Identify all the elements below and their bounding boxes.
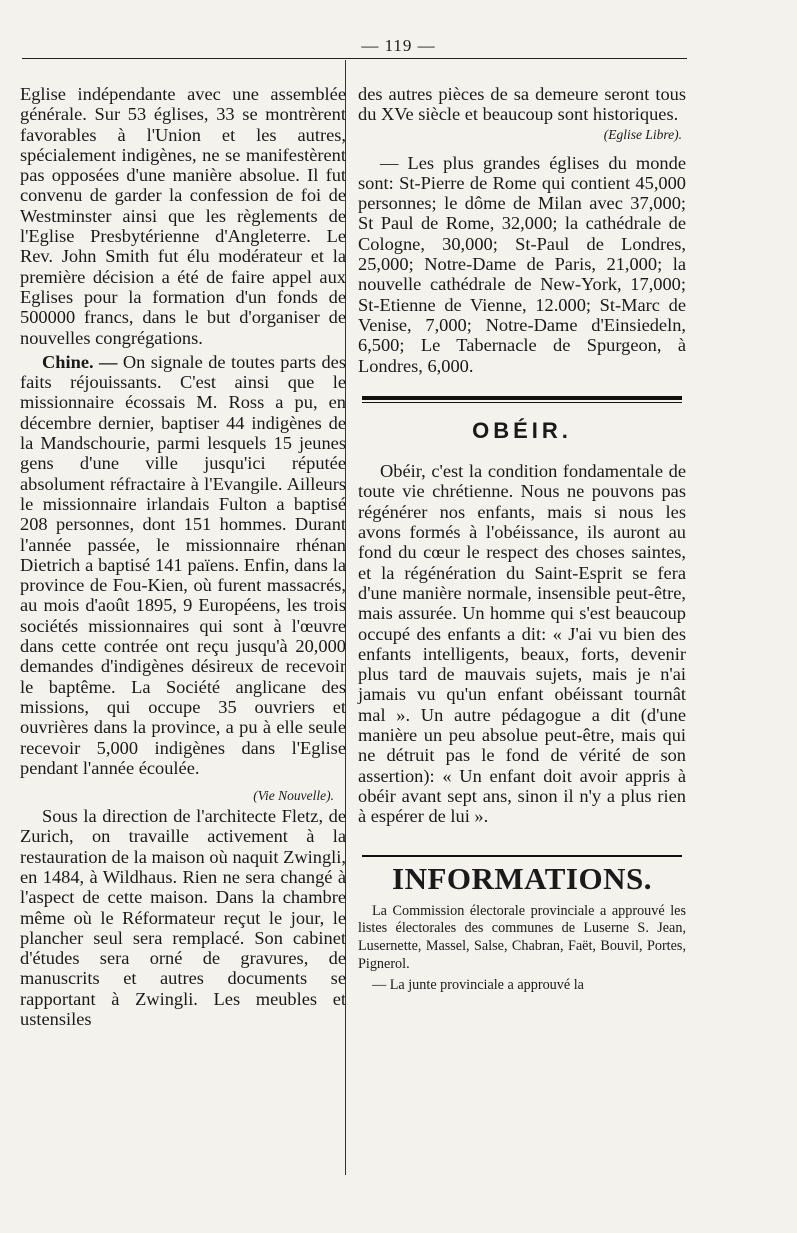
chine-text: On signale de toutes parts des faits réjouissants. C'est ainsi que le missionnaire écossais M. Ross a pu, en décembre dernier, baptiser 44 indigènes de la Mandschourie, parmi lesquels 15 jeunes gens d'une ville jusqu'ici réputée absolument réfractaire à l'Evangile. Ailleurs le missionnaire irlandais Fulton a baptisé 208 personnes, dont 151 hommes. Durant l'année passée, le missionnaire rhénan Dietrich a baptisé 141 païens. Enfin, dans la province de Fou-Kien, où furent massacrés, au mois d'août 1895, 9 Européens, les trois sociétés missionnaires qui sont à l'œuvre dans cette contrée ont reçu jusqu'à 20,000 demandes d'indigènes désireux de recevoir le baptême. La Société anglicane des missions, qui occupe 35 ouvriers et ouvrières dans la province, a pu à elle seule recevoir 5,000 indigènes dans l'Eglise pendant l'année écoulée. [20, 351, 346, 778]
right-column [358, 84, 686, 995]
header-rule [22, 58, 687, 59]
section-divider-thick [362, 396, 682, 403]
churches-paragraph: — Les plus grandes églises du monde sont: St-Pierre de Rome qui contient 45,000 personnes; le dôme de Milan avec 37,000; St Paul de Rome, 32,000; la cathédrale de Cologne, 30,000; St-Paul de Londres, 25,000; Notre-Dame de Paris, 21,000; la nouvelle cathédrale de New-York, 17,000; St-Etienne de Vienne, 12.000; St-Marc de Venise, 7,000; Notre-Dame d'Einsiedeln, 6,500; Le Tabernacle de Spurgeon, à Londres, 6,000. [358, 152, 686, 376]
section-divider-thin [362, 855, 682, 857]
zwingli-continued-paragraph: des autres pièces de sa demeure seront tous du XVe siècle et beaucoup sont historiques. [358, 84, 686, 125]
info-junte-paragraph: — La junte provinciale a approuvé la [372, 977, 584, 994]
left-column [20, 84, 346, 1029]
chine-paragraph [20, 352, 346, 778]
source-eglise-libre: (Eglise Libre). [603, 126, 682, 142]
union-paragraph: Eglise indépendante avec une assemblée générale. Sur 53 églises, 33 se montrèrent favorables à l'Union et les autres, spécialement indigènes, ne se manifestèrent pas opposées d'une manière absolue. Il fut convenu de garder la confession de foi de Westminster ainsi que les règlements de l'Eglise Presbytérienne d'Angleterre. Le Rev. John Smith fut élu modérateur et la première décision a été de faire appel aux Eglises pour la formation d'un fonds de 500000 francs, dans le but d'organiser de nouvelles congrégations. [20, 84, 346, 348]
informations-title: INFORMATIONS. [392, 860, 652, 896]
chine-heading: Chine. — [42, 351, 118, 372]
source-vie-nouvelle: (Vie Nouvelle). [253, 788, 334, 804]
zwingli-paragraph: Sous la direction de l'architecte Fletz, de Zurich, on travaille activement à la restauration de la maison où naquit Zwingli, en 1484, à Wildhaus. Rien ne sera changé à l'aspect de cette maison. Dans la chambre même où le Réformateur reçut le jour, le plancher seul sera remplacé. Son cabinet d'études sera orné de gravures, de manuscrits et autres documents se rapportant à Zwingli. Les meubles et ustensiles [20, 806, 346, 1030]
obeir-paragraph: Obéir, c'est la condition fondamentale de toute vie chrétienne. Nous ne pouvons pas régénérer nos enfants, mais si nous les avons formés à l'obéissance, ils auront au fond du cœur le respect des choses saintes, et la régénération du Saint-Esprit se fera d'une manière normale, insensible peut-être, mais assurée. Un homme qui s'est beaucoup occupé des enfants a dit: « J'ai vu bien des enfants intelligents, beaux, forts, devenir plus tard de mauvais sujets, mais je n'ai jamais vu qu'un enfant obéissant tournât mal ». Un autre pédagogue a dit (d'une manière un peu absolue peut-être, mais qui ne détruit pas le fond de vérité de son assertion): « Un enfant doit avoir appris à obéir avant sept ans, sinon il n'y a plus rien à espérer de lui ». [358, 461, 686, 827]
obeir-title: OBÉIR. [472, 417, 572, 443]
info-commission-paragraph: La Commission électorale provinciale a approuvé les listes électorales des communes de Luserne S. Jean, Lusernette, Massel, Salse, Chabran, Faët, Bouvil, Portes, Pignerol. [358, 902, 686, 972]
page-number: — 119 — [361, 36, 436, 55]
